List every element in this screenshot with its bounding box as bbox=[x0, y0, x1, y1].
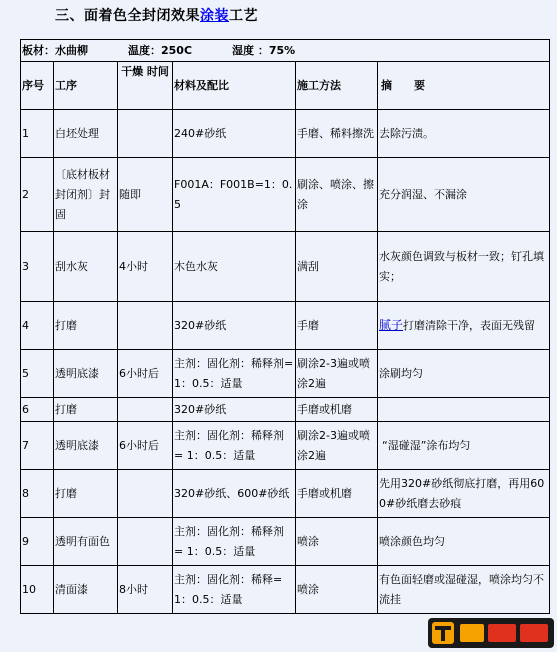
cell-material: 主剂：固化剂：稀释= 1：0.5：适量 bbox=[173, 566, 296, 614]
cell-dry: 4小时 bbox=[118, 232, 173, 302]
cell-notes: 去除污渍。 bbox=[378, 110, 550, 158]
info-temp: 温度：250C bbox=[128, 43, 193, 57]
cell-material: 木色水灰 bbox=[173, 232, 296, 302]
process-table bbox=[20, 39, 550, 614]
cell-material: 320#砂纸 bbox=[173, 398, 296, 422]
cell-process: 透明底漆 bbox=[54, 422, 118, 470]
table-row bbox=[21, 470, 550, 518]
cell-dry bbox=[118, 398, 173, 422]
cell-notes bbox=[378, 398, 550, 422]
cell-method: 手磨或机磨 bbox=[296, 398, 378, 422]
table-row bbox=[21, 302, 550, 350]
cell-method: 刷涂2-3遍或喷涂2遍 bbox=[296, 350, 378, 398]
cell-method: 喷涂 bbox=[296, 566, 378, 614]
table-row bbox=[21, 350, 550, 398]
cell-no: 7 bbox=[21, 422, 54, 470]
cell-process: 打磨 bbox=[54, 398, 118, 422]
header-method: 施工方法 bbox=[296, 62, 378, 110]
page-title bbox=[55, 5, 258, 25]
cell-process: 透明有面色 bbox=[54, 518, 118, 566]
cell-no: 10 bbox=[21, 566, 54, 614]
site-logo bbox=[428, 616, 554, 650]
table-row bbox=[21, 158, 550, 232]
cell-no: 1 bbox=[21, 110, 54, 158]
cell-dry bbox=[118, 110, 173, 158]
cell-notes-text: 打磨清除干净，表面无残留 bbox=[403, 319, 536, 332]
info-cell bbox=[21, 40, 550, 62]
cell-material: 320#砂纸 bbox=[173, 302, 296, 350]
cell-material: 320#砂纸、600#砂纸 bbox=[173, 470, 296, 518]
cell-notes: 有色面轻磨或湿碰湿，喷涂均匀不流挂 bbox=[378, 566, 550, 614]
cell-dry: 6小时后 bbox=[118, 422, 173, 470]
cell-notes bbox=[378, 302, 550, 350]
cell-method: 喷涂 bbox=[296, 518, 378, 566]
cell-method: 手磨、稀料擦洗 bbox=[296, 110, 378, 158]
header-process: 工序 bbox=[54, 62, 118, 110]
cell-dry: 6小时后 bbox=[118, 350, 173, 398]
cell-no: 2 bbox=[21, 158, 54, 232]
cell-process: 〔底材板材封闭剂〕封固 bbox=[54, 158, 118, 232]
info-humidity: 湿度 ：75% bbox=[232, 43, 296, 57]
table-row bbox=[21, 110, 550, 158]
cell-notes: 喷涂颜色均匀 bbox=[378, 518, 550, 566]
cell-method: 刷涂、喷涂、擦涂 bbox=[296, 158, 378, 232]
title-link[interactable]: 涂装 bbox=[200, 8, 229, 24]
cell-dry: 随即 bbox=[118, 158, 173, 232]
table-row bbox=[21, 518, 550, 566]
title-prefix: 三、面着色全封闭效果 bbox=[55, 8, 200, 24]
header-material: 材料及配比 bbox=[173, 62, 296, 110]
header-row bbox=[21, 62, 550, 110]
process-table-container bbox=[20, 39, 557, 652]
cell-material: 主剂：固化剂：稀释剂 = 1：0.5：适量 bbox=[173, 422, 296, 470]
header-no: 序号 bbox=[21, 62, 54, 110]
cell-notes: 水灰颜色调致与板材一致；钉孔填实； bbox=[378, 232, 550, 302]
cell-no: 3 bbox=[21, 232, 54, 302]
cell-notes: 充分润湿、不漏涂 bbox=[378, 158, 550, 232]
table-row bbox=[21, 422, 550, 470]
cell-process: 白坯处理 bbox=[54, 110, 118, 158]
cell-no: 4 bbox=[21, 302, 54, 350]
cell-no: 6 bbox=[21, 398, 54, 422]
info-row bbox=[21, 40, 550, 62]
cell-no: 9 bbox=[21, 518, 54, 566]
cell-method: 手磨或机磨 bbox=[296, 470, 378, 518]
cell-notes: 涂刷均匀 bbox=[378, 350, 550, 398]
cell-material: 240#砂纸 bbox=[173, 110, 296, 158]
table-row bbox=[21, 566, 550, 614]
cell-dry bbox=[118, 518, 173, 566]
title-suffix: 工艺 bbox=[229, 8, 258, 24]
table-row bbox=[21, 398, 550, 422]
cell-process: 透明底漆 bbox=[54, 350, 118, 398]
putty-link[interactable]: 腻子 bbox=[379, 318, 404, 332]
cell-method: 满刮 bbox=[296, 232, 378, 302]
cell-material: 主剂：固化剂：稀释剂=1：0.5：适量 bbox=[173, 350, 296, 398]
header-dry: 干燥 时间 bbox=[118, 62, 173, 110]
cell-no: 8 bbox=[21, 470, 54, 518]
header-notes: 摘 要 bbox=[378, 62, 550, 110]
cell-notes: “湿碰湿”涂布均匀 bbox=[378, 422, 550, 470]
cell-dry bbox=[118, 302, 173, 350]
cell-dry bbox=[118, 470, 173, 518]
cell-method: 刷涂2-3遍或喷涂2遍 bbox=[296, 422, 378, 470]
info-wood: 板材：水曲柳 bbox=[22, 43, 88, 57]
cell-material: F001A：F001B=1：0.5 bbox=[173, 158, 296, 232]
cell-process: 打磨 bbox=[54, 470, 118, 518]
table-row bbox=[21, 232, 550, 302]
cell-no: 5 bbox=[21, 350, 54, 398]
cell-process: 刮水灰 bbox=[54, 232, 118, 302]
cell-material: 主剂：固化剂：稀释剂 = 1：0.5：适量 bbox=[173, 518, 296, 566]
cell-process: 打磨 bbox=[54, 302, 118, 350]
cell-dry: 8小时 bbox=[118, 566, 173, 614]
cell-process: 清面漆 bbox=[54, 566, 118, 614]
cell-method: 手磨 bbox=[296, 302, 378, 350]
cell-notes: 先用320#砂纸彻底打磨，再用600#砂纸磨去砂痕 bbox=[378, 470, 550, 518]
